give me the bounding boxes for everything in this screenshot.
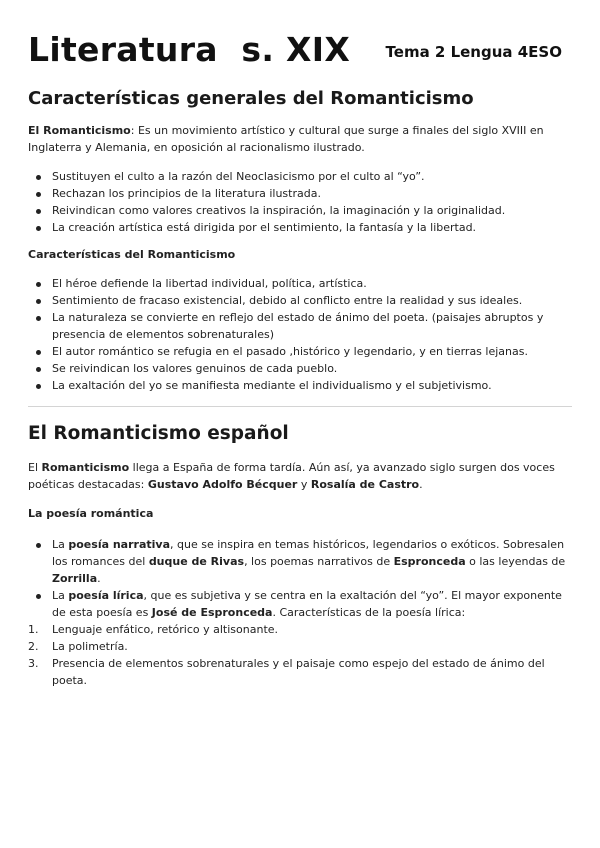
- intro-text: : Es un movimiento artístico y cultural que surge a finales del siglo XVIII en Inglaterra y Alemania, en oposición al racionalismo ilustrado.: [28, 124, 544, 154]
- list-item: Se reivindican los valores genuinos de cada pueblo.: [28, 360, 572, 377]
- list-item: El autor romántico se refugia en el pasado ,histórico y legendario, y en tierras lejanas.: [28, 343, 572, 360]
- general-bullet-list: [28, 168, 572, 236]
- section-heading-romanticismo: Características generales del Romanticismo: [28, 88, 474, 109]
- text-run: . Características de la poesía lírica:: [272, 606, 466, 619]
- text-run: , los poemas narrativos de: [244, 555, 394, 568]
- intro-paragraph: [28, 122, 572, 156]
- text-run: La: [52, 538, 69, 551]
- spanish-intro-paragraph: [28, 459, 572, 493]
- text-run: o las leyendas de: [465, 555, 566, 568]
- numbered-item: [28, 655, 572, 689]
- characteristics-list: [28, 275, 572, 394]
- subheading-caracteristicas: Características del Romanticismo: [28, 248, 236, 261]
- author-espronceda: Espronceda: [393, 555, 466, 568]
- document-content: [28, 86, 572, 689]
- section-divider: [28, 406, 572, 407]
- author-jose-de-espronceda: José de Espronceda: [151, 606, 273, 619]
- list-item-poesia-narrativa: [28, 536, 572, 587]
- text-run: .: [419, 478, 423, 491]
- page-header: [28, 28, 572, 78]
- list-item-poesia-lirica: [28, 587, 572, 621]
- lyric-characteristics-list: [28, 621, 572, 689]
- numbered-item: [28, 638, 572, 655]
- term-romanticismo: El Romanticismo: [28, 124, 131, 137]
- item-number: 2.: [28, 640, 39, 653]
- item-text: La polimetría.: [52, 640, 128, 653]
- text-run: El: [28, 461, 42, 474]
- term-poesia-narrativa: poesía narrativa: [68, 538, 170, 551]
- text-run: La: [52, 589, 69, 602]
- item-text: Lenguaje enfático, retórico y altisonante.: [52, 623, 279, 636]
- numbered-item: [28, 621, 572, 638]
- text-run: llega a España de forma tardía. Aún así, ya avanzado siglo surgen dos voces poéticas destacadas:: [28, 461, 555, 491]
- author-duque-de-rivas: duque de Rivas: [148, 555, 245, 568]
- list-item: Sentimiento de fracaso existencial, debido al conflicto entre la realidad y sus ideales.: [28, 292, 572, 309]
- subheading-poesia-romantica: La poesía romántica: [28, 507, 154, 520]
- list-item: La naturaleza se convierte en reflejo del estado de ánimo del poeta. (paisajes abruptos y presencia de elementos sobrenaturales): [28, 309, 572, 343]
- term-romanticismo: Romanticismo: [41, 461, 130, 474]
- list-item: La creación artística está dirigida por el sentimiento, la fantasía y la libertad.: [28, 219, 572, 236]
- list-item: Reivindican como valores creativos la inspiración, la imaginación y la originalidad.: [28, 202, 572, 219]
- list-item: Rechazan los principios de la literatura ilustrada.: [28, 185, 572, 202]
- section-heading-romanticismo-espanol: El Romanticismo español: [28, 423, 289, 444]
- text-run: y: [297, 478, 311, 491]
- main-title: Literatura s. XIX: [28, 30, 351, 69]
- poetry-types-list: [28, 536, 572, 621]
- author-rosalia: Rosalía de Castro: [310, 478, 420, 491]
- list-item: La exaltación del yo se manifiesta mediante el individualismo y el subjetivismo.: [28, 377, 572, 394]
- author-becquer: Gustavo Adolfo Bécquer: [147, 478, 298, 491]
- item-text: Presencia de elementos sobrenaturales y el paisaje como espejo del estado de ánimo del poeta.: [52, 657, 545, 687]
- text-run: , que es subjetiva y se centra en la exaltación del “yo”. El mayor exponente de esta poesía es: [52, 589, 562, 619]
- item-number: 3.: [28, 657, 39, 670]
- text-run: , que se inspira en temas históricos, legendarios o exóticos. Sobresalen los romances del: [52, 538, 565, 568]
- list-item: El héroe defiende la libertad individual, política, artística.: [28, 275, 572, 292]
- subject-label: Tema 2 Lengua 4ESO: [385, 43, 562, 61]
- author-zorrilla: Zorrilla: [52, 572, 98, 585]
- list-item: Sustituyen el culto a la razón del Neoclasicismo por el culto al “yo”.: [28, 168, 572, 185]
- item-number: 1.: [28, 623, 39, 636]
- term-poesia-lirica: poesía lírica: [68, 589, 144, 602]
- text-run: .: [97, 572, 101, 585]
